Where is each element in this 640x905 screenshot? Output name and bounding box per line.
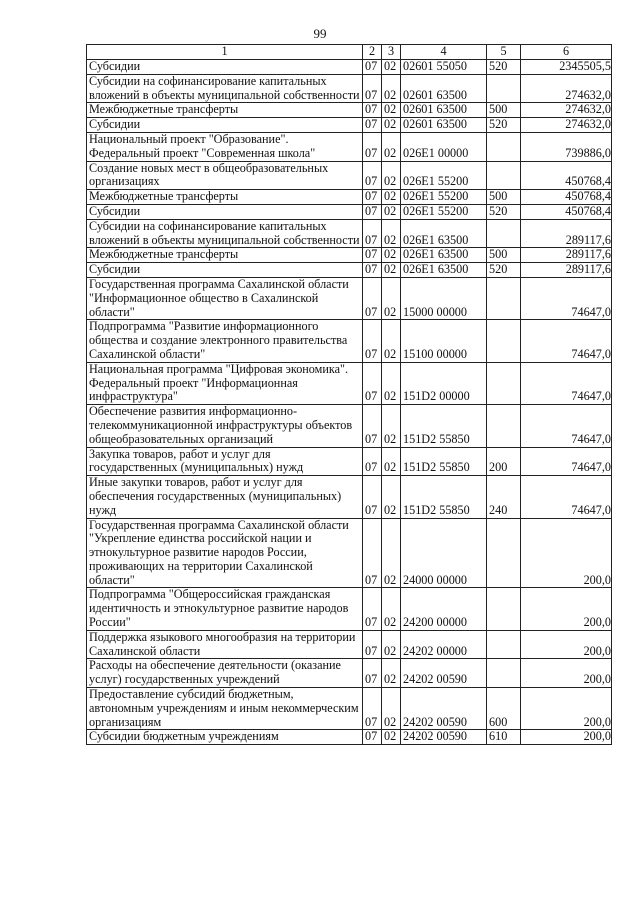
- section-code: 07: [363, 74, 382, 103]
- expense-type-code: 520: [487, 263, 521, 278]
- table-row: [87, 219, 612, 248]
- expense-type-code: 200: [487, 447, 521, 476]
- section-code: 07: [363, 320, 382, 362]
- row-name: Предоставление субсидий бюджетным, автономным учреждениям и иным некоммерческим организациям: [87, 688, 363, 730]
- table-row: [87, 630, 612, 659]
- expense-type-code: 520: [487, 60, 521, 75]
- target-article-code: 026E1 55200: [401, 204, 487, 219]
- row-name: Субсидии: [87, 118, 363, 133]
- expense-type-code: [487, 74, 521, 103]
- subsection-code: 02: [382, 688, 401, 730]
- expense-type-code: [487, 277, 521, 319]
- table-row: [87, 405, 612, 447]
- subsection-code: 02: [382, 405, 401, 447]
- subsection-code: 02: [382, 60, 401, 75]
- amount: 2345505,5: [521, 60, 612, 75]
- table-row: [87, 132, 612, 161]
- row-name: Субсидии на софинансирование капитальных вложений в объекты муниципальной собственности: [87, 74, 363, 103]
- table-row: [87, 320, 612, 362]
- amount: 74647,0: [521, 447, 612, 476]
- section-code: 07: [363, 476, 382, 518]
- row-name: Расходы на обеспечение деятельности (оказание услуг) государственных учреждений: [87, 659, 363, 688]
- target-article-code: 15000 00000: [401, 277, 487, 319]
- expense-type-code: 520: [487, 118, 521, 133]
- amount: 450768,4: [521, 204, 612, 219]
- subsection-code: 02: [382, 204, 401, 219]
- column-header: 6: [521, 45, 612, 60]
- subsection-code: 02: [382, 518, 401, 588]
- table-row: [87, 730, 612, 745]
- row-name: Подпрограмма "Общероссийская гражданская идентичность и этнокультурное развитие народов России": [87, 588, 363, 630]
- section-code: 07: [363, 204, 382, 219]
- table-row: [87, 588, 612, 630]
- expense-type-code: 520: [487, 204, 521, 219]
- subsection-code: 02: [382, 476, 401, 518]
- subsection-code: 02: [382, 118, 401, 133]
- table-row: [87, 60, 612, 75]
- section-code: 07: [363, 659, 382, 688]
- row-name: Обеспечение развития информационно-телекоммуникационной инфраструктуры объектов общеобразовательных организаций: [87, 405, 363, 447]
- expense-type-code: 500: [487, 190, 521, 205]
- target-article-code: 02601 63500: [401, 103, 487, 118]
- expense-type-code: 500: [487, 248, 521, 263]
- column-header: 3: [382, 45, 401, 60]
- amount: 74647,0: [521, 277, 612, 319]
- section-code: 07: [363, 688, 382, 730]
- row-name: Национальная программа "Цифровая экономика". Федеральный проект "Информационная инфраструктура": [87, 362, 363, 404]
- amount: 200,0: [521, 518, 612, 588]
- section-code: 07: [363, 263, 382, 278]
- target-article-code: 026E1 55200: [401, 161, 487, 190]
- row-name: Межбюджетные трансферты: [87, 190, 363, 205]
- target-article-code: 026E1 55200: [401, 190, 487, 205]
- section-code: 07: [363, 405, 382, 447]
- expense-type-code: [487, 588, 521, 630]
- amount: 739886,0: [521, 132, 612, 161]
- amount: 289117,6: [521, 263, 612, 278]
- section-code: 07: [363, 132, 382, 161]
- subsection-code: 02: [382, 730, 401, 745]
- target-article-code: 02601 55050: [401, 60, 487, 75]
- amount: 200,0: [521, 630, 612, 659]
- column-header: 2: [363, 45, 382, 60]
- amount: 200,0: [521, 588, 612, 630]
- column-header: 5: [487, 45, 521, 60]
- section-code: 07: [363, 161, 382, 190]
- table-row: [87, 447, 612, 476]
- row-name: Субсидии: [87, 204, 363, 219]
- table-row: [87, 161, 612, 190]
- expense-type-code: 500: [487, 103, 521, 118]
- target-article-code: 151D2 55850: [401, 405, 487, 447]
- table-row: [87, 204, 612, 219]
- table-row: [87, 190, 612, 205]
- amount: 450768,4: [521, 161, 612, 190]
- row-name: Государственная программа Сахалинской области "Информационное общество в Сахалинской области": [87, 277, 363, 319]
- amount: 274632,0: [521, 103, 612, 118]
- target-article-code: 24202 00590: [401, 688, 487, 730]
- row-name: Государственная программа Сахалинской области "Укрепление единства российской нации и этнокультурное развитие народов России, проживающих на территории Сахалинской области": [87, 518, 363, 588]
- section-code: 07: [363, 730, 382, 745]
- subsection-code: 02: [382, 263, 401, 278]
- target-article-code: 24000 00000: [401, 518, 487, 588]
- page-number: 99: [313, 26, 327, 41]
- section-code: 07: [363, 60, 382, 75]
- section-code: 07: [363, 248, 382, 263]
- subsection-code: 02: [382, 248, 401, 263]
- section-code: 07: [363, 277, 382, 319]
- subsection-code: 02: [382, 190, 401, 205]
- subsection-code: 02: [382, 161, 401, 190]
- subsection-code: 02: [382, 362, 401, 404]
- amount: 274632,0: [521, 74, 612, 103]
- table-row: [87, 362, 612, 404]
- section-code: 07: [363, 190, 382, 205]
- target-article-code: 151D2 00000: [401, 362, 487, 404]
- expense-type-code: [487, 518, 521, 588]
- amount: 289117,6: [521, 219, 612, 248]
- budget-table: [86, 44, 612, 745]
- amount: 200,0: [521, 688, 612, 730]
- row-name: Национальный проект "Образование". Федеральный проект "Современная школа": [87, 132, 363, 161]
- expense-type-code: [487, 320, 521, 362]
- section-code: 07: [363, 362, 382, 404]
- target-article-code: 151D2 55850: [401, 476, 487, 518]
- expense-type-code: [487, 219, 521, 248]
- amount: 74647,0: [521, 476, 612, 518]
- table-header-row: [87, 45, 612, 60]
- target-article-code: 151D2 55850: [401, 447, 487, 476]
- row-name: Субсидии: [87, 60, 363, 75]
- row-name: Субсидии на софинансирование капитальных вложений в объекты муниципальной собственности: [87, 219, 363, 248]
- subsection-code: 02: [382, 132, 401, 161]
- row-name: Поддержка языкового многообразия на территории Сахалинской области: [87, 630, 363, 659]
- subsection-code: 02: [382, 659, 401, 688]
- target-article-code: 24202 00590: [401, 659, 487, 688]
- section-code: 07: [363, 630, 382, 659]
- row-name: Создание новых мест в общеобразовательных организациях: [87, 161, 363, 190]
- section-code: 07: [363, 103, 382, 118]
- section-code: 07: [363, 518, 382, 588]
- table-row: [87, 518, 612, 588]
- row-name: Иные закупки товаров, работ и услуг для обеспечения государственных (муниципальных) нужд: [87, 476, 363, 518]
- table-body: [87, 60, 612, 745]
- table-row: [87, 476, 612, 518]
- amount: 450768,4: [521, 190, 612, 205]
- expense-type-code: [487, 132, 521, 161]
- row-name: Субсидии бюджетным учреждениям: [87, 730, 363, 745]
- expense-type-code: [487, 630, 521, 659]
- amount: 274632,0: [521, 118, 612, 133]
- expense-type-code: [487, 362, 521, 404]
- target-article-code: 026E1 00000: [401, 132, 487, 161]
- amount: 74647,0: [521, 320, 612, 362]
- target-article-code: 24200 00000: [401, 588, 487, 630]
- column-header: 1: [87, 45, 363, 60]
- subsection-code: 02: [382, 588, 401, 630]
- table-row: [87, 659, 612, 688]
- expense-type-code: [487, 659, 521, 688]
- expense-type-code: 240: [487, 476, 521, 518]
- table-row: [87, 277, 612, 319]
- subsection-code: 02: [382, 447, 401, 476]
- table-row: [87, 263, 612, 278]
- table-row: [87, 248, 612, 263]
- section-code: 07: [363, 447, 382, 476]
- target-article-code: 026E1 63500: [401, 219, 487, 248]
- table-row: [87, 688, 612, 730]
- target-article-code: 02601 63500: [401, 74, 487, 103]
- subsection-code: 02: [382, 277, 401, 319]
- row-name: Подпрограмма "Развитие информационного общества и создание электронного правительства Сахалинской области": [87, 320, 363, 362]
- table-row: [87, 118, 612, 133]
- expense-type-code: [487, 405, 521, 447]
- section-code: 07: [363, 118, 382, 133]
- amount: 74647,0: [521, 362, 612, 404]
- row-name: Межбюджетные трансферты: [87, 248, 363, 263]
- subsection-code: 02: [382, 320, 401, 362]
- column-header: 4: [401, 45, 487, 60]
- amount: 200,0: [521, 730, 612, 745]
- target-article-code: 24202 00000: [401, 630, 487, 659]
- subsection-code: 02: [382, 74, 401, 103]
- amount: 74647,0: [521, 405, 612, 447]
- target-article-code: 24202 00590: [401, 730, 487, 745]
- expense-type-code: 600: [487, 688, 521, 730]
- expense-type-code: 610: [487, 730, 521, 745]
- amount: 289117,6: [521, 248, 612, 263]
- row-name: Закупка товаров, работ и услуг для государственных (муниципальных) нужд: [87, 447, 363, 476]
- table-row: [87, 103, 612, 118]
- expense-type-code: [487, 161, 521, 190]
- target-article-code: 026E1 63500: [401, 263, 487, 278]
- subsection-code: 02: [382, 103, 401, 118]
- section-code: 07: [363, 588, 382, 630]
- section-code: 07: [363, 219, 382, 248]
- target-article-code: 15100 00000: [401, 320, 487, 362]
- subsection-code: 02: [382, 630, 401, 659]
- table-row: [87, 74, 612, 103]
- row-name: Субсидии: [87, 263, 363, 278]
- subsection-code: 02: [382, 219, 401, 248]
- target-article-code: 026E1 63500: [401, 248, 487, 263]
- target-article-code: 02601 63500: [401, 118, 487, 133]
- row-name: Межбюджетные трансферты: [87, 103, 363, 118]
- amount: 200,0: [521, 659, 612, 688]
